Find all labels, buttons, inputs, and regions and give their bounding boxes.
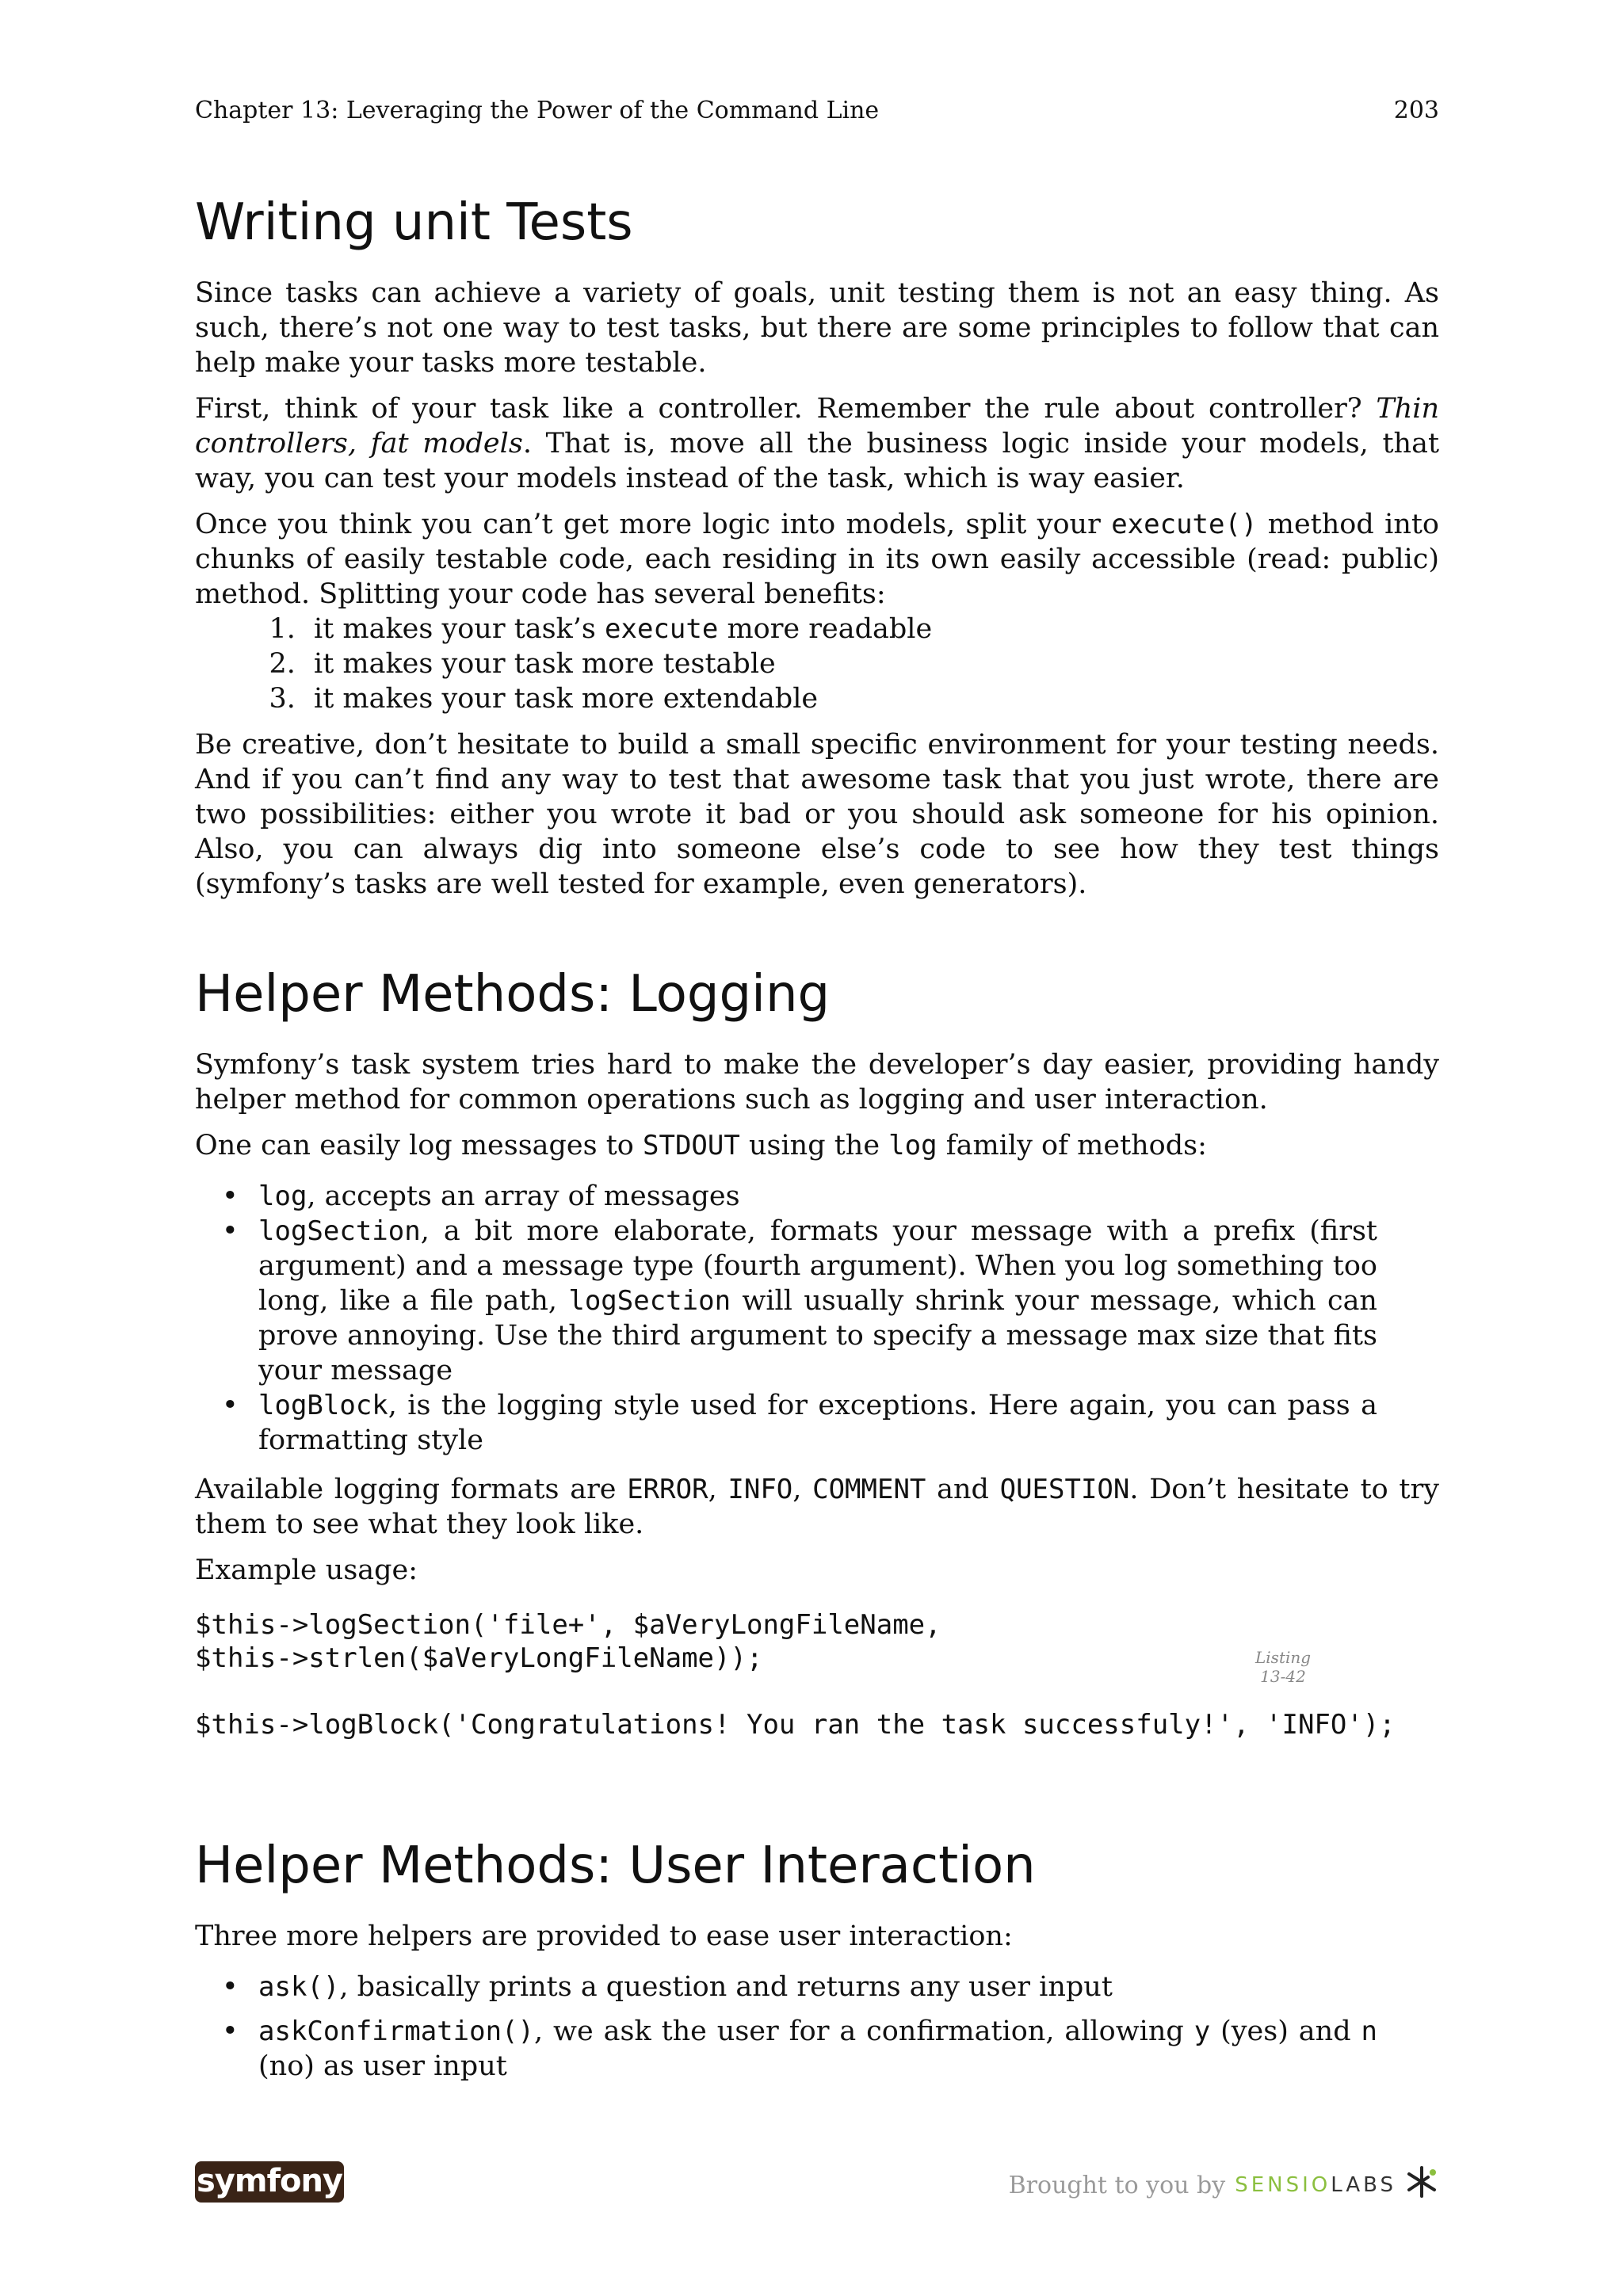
section-user-interaction <box>195 1836 1439 2098</box>
section-writing-unit-tests <box>195 193 1439 913</box>
symfony-logo: symfony <box>195 2161 344 2203</box>
paragraph: Be creative, don’t hesitate to build a small specific environment for your testing needs. And if you can’t find any way to test that awesome task that you just wrote, there are two possibilities: either you wrote it bad or you should ask someone for his opinion. Also, you can always dig into someone else’s code to see how they test things (symfony’s tasks are well tested for example, even generators). <box>195 729 1439 900</box>
chapter-title: Chapter 13: Leveraging the Power of the Command Line <box>195 97 880 124</box>
list-item: 3. it makes your task more extendable <box>304 681 1439 716</box>
sensiolabs-logo: SENSIOLABS <box>1235 2173 1396 2197</box>
interaction-methods-list <box>195 1970 1439 2084</box>
sensiolabs-star-icon <box>1404 2164 1439 2206</box>
sponsor-credit <box>1009 2164 1439 2206</box>
paragraph: Example usage: <box>195 1554 418 1586</box>
running-header <box>195 97 1439 124</box>
paragraph: First, think of your task like a controller. Remember the rule about controller? Thin controllers, fat models. That is, move all the business logic inside your models, that way, you can test your models instead of the task, which is way easier. <box>195 393 1440 494</box>
list-item: • logBlock, is the logging style used for exceptions. Here again, you can pass a formatting style <box>258 1388 1377 1458</box>
list-item: 2. it makes your task more testable <box>304 646 1439 681</box>
section-heading: Helper Methods: User Interaction <box>195 1836 1036 1895</box>
logging-methods-list <box>195 1179 1439 1458</box>
list-item: • log, accepts an array of messages <box>258 1179 1377 1214</box>
listing-label: Listing 13-42 <box>1255 1648 1312 1686</box>
brought-by-text: Brought to you by <box>1008 2171 1226 2199</box>
paragraph: Since tasks can achieve a variety of goals, unit testing them is not an easy thing. As such, there’s not one way to test tasks, but there are some principles to follow that can help make your tasks more testable. <box>195 277 1439 379</box>
paragraph: Symfony’s task system tries hard to make the developer’s day easier, providing handy helper method for common operations such as logging and user interaction. <box>195 1049 1439 1116</box>
code-listing: $this->logSection('file+', $aVeryLongFileName, $this->strlen($aVeryLongFileName)); $this->logBlock('Congratulations! You ran the task successfuly!', 'INFO'); <box>195 1609 1396 1741</box>
page-footer <box>195 2161 1439 2206</box>
list-item: 1. it makes your task’s execute more readable <box>304 612 1439 646</box>
list-item: • ask(), basically prints a question and returns any user input <box>258 1970 1377 2004</box>
paragraph: Once you think you can’t get more logic into models, split your execute() method into chunks of easily testable code, each residing in its own easily accessible (read: public) method. Splitting your code has several benefits: <box>195 509 1439 610</box>
list-item: • askConfirmation(), we ask the user for a confirmation, allowing y (yes) and n (no) as user input <box>258 2014 1377 2084</box>
section-logging <box>195 965 1439 1741</box>
benefits-list <box>195 612 1439 716</box>
list-item: • logSection, a bit more elaborate, formats your message with a prefix (first argument) and a message type (fourth argument). When you log something too long, like a file path, logSection will usually shrink your message, which can prove annoying. Use the third argument to specify a message max size that fits your message <box>258 1214 1377 1388</box>
paragraph: Available logging formats are ERROR, INFO, COMMENT and QUESTION. Don’t hesitate to try them to see what they look like. <box>195 1474 1439 1540</box>
section-heading: Writing unit Tests <box>195 193 633 252</box>
paragraph: Three more helpers are provided to ease user interaction: <box>195 1920 1013 1952</box>
section-heading: Helper Methods: Logging <box>195 965 831 1024</box>
page-number: 203 <box>1393 97 1439 124</box>
paragraph: One can easily log messages to STDOUT using the log family of methods: <box>195 1130 1207 1161</box>
